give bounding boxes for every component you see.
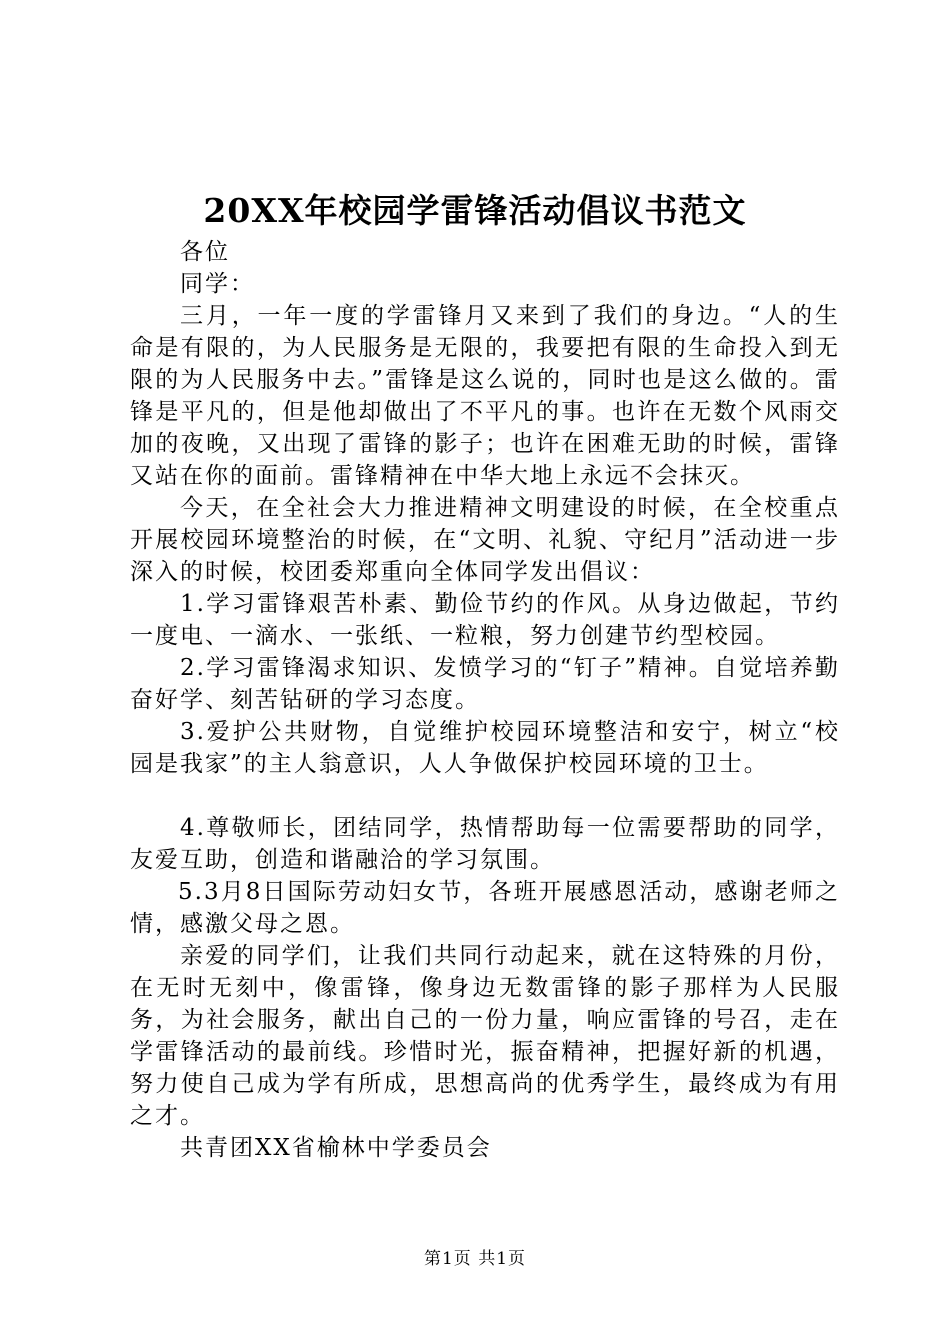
document-body [130,236,840,1164]
signature: 共青团XX省榆林中学委员会 [180,1135,492,1161]
page-title: 20XX年校园学雷锋活动倡议书范文 [203,191,747,230]
proposal-item-5: 5.3月8日国际劳动妇女节，各班开展感恩活动，感谢老师之情，感激父母之恩。 [130,879,840,937]
page-number: 第1页 共1页 [423,1249,527,1269]
proposal-item-4: 4.尊敬师长，团结同学，热情帮助每一位需要帮助的同学，友爱互助，创造和谐融洽的学习氛围。 [130,815,840,873]
paragraph-closing: 亲爱的同学们，让我们共同行动起来，就在这特殊的月份，在无时无刻中，像雷锋，像身边无数雷锋的影子那样为人民服务，为社会服务，献出自己的一份力量，响应雷锋的号召，走在学雷锋活动的最前线。珍惜时光，振奋精神，把握好新的机遇，努力使自己成为学有所成，思想高尚的优秀学生，最终成为有用之才。 [130,943,840,1129]
proposal-item-1: 1.学习雷锋艰苦朴素、勤俭节约的作风。从身边做起，节约一度电、一滴水、一张纸、一粒粮，努力创建节约型校园。 [130,591,840,649]
salutation-line-2: 同学： [180,271,255,297]
proposal-item-2: 2.学习雷锋渴求知识、发愤学习的“钉子”精神。自觉培养勤奋好学、刻苦钻研的学习态度。 [130,655,840,713]
spacer [130,780,840,812]
paragraph-proposal: 今天，在全社会大力推进精神文明建设的时候，在全校重点开展校园环境整治的时候，在“文明、礼貌、守纪月”活动进一步深入的时候，校团委郑重向全体同学发出倡议： [130,495,840,585]
paragraph-intro: 三月，一年一度的学雷锋月又来到了我们的身边。“人的生命是有限的，为人民服务是无限的，我要把有限的生命投入到无限的为人民服务中去。”雷锋是这么说的，同时也是这么做的。雷锋是平凡的，但是他却做出了不平凡的事。也许在无数个风雨交加的夜晚，又出现了雷锋的影子；也许在困难无助的时候，雷锋又站在你的面前。雷锋精神在中华大地上永远不会抹灭。 [130,303,840,489]
salutation-line-1: 各位 [180,239,230,265]
proposal-item-3: 3.爱护公共财物，自觉维护校园环境整洁和安宁，树立“校园是我家”的主人翁意识，人人争做保护校园环境的卫士。 [130,719,840,777]
